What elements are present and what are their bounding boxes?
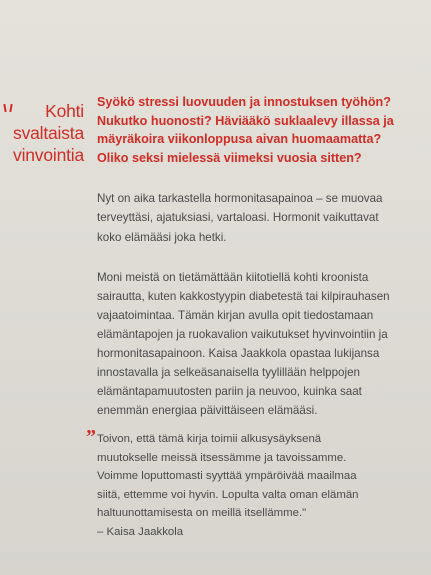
paragraph-line: hormonitasapainoon. Kaisa Jaakkola opastaa lukijansa [97,347,380,361]
quote-line: haltuunottamisesta on meillä itsellämme." [97,507,307,520]
paragraph-line: terveyttäsi, ajatuksiasi, vartaloasi. Hormonit vaikuttavat [97,211,379,225]
blurb-content [97,93,397,420]
quote-mark-icon: ” [86,426,94,448]
side-title [0,100,84,166]
side-title-line: vinvointia [13,145,84,165]
intro-line: Nukutko huonosti? Häviääkö suklaalevy illassa ja [97,113,394,128]
quote-text [97,430,396,542]
intro-line: Syökö stressi luovuuden ja innostuksen työhön? [97,95,391,109]
paragraph-line: Moni meistä on tietämättään kiitotiellä kohti kroonista [97,270,369,284]
paragraph-line: vajaatoimintaa. Tämän kirjan avulla opit tiedostamaan [97,308,374,322]
paragraph-book-description [97,268,397,421]
paragraph-line: sairautta, kuten kakkostyypin diabetestä tai kilpirauhasen [97,289,390,303]
quote-line: muutokselle meissä itsessämme ja tavoissamme. [97,451,347,464]
quote-line: siitä, ettemme voi hyvin. Lopulta valta oman elämän [97,488,359,501]
paragraph-line: elämäntapojen ja ruokavalion vaikutukset hyvinvointiin ja [97,327,388,341]
paragraph-hormone-balance [97,189,397,246]
paragraph-line: enemmän energiaa päivittäiseen elämääsi. [97,404,318,418]
quote-line: Toivon, että tämä kirja toimii alkusysäyksenä [97,433,322,445]
quote-line: Voimme loputtomasti syyttää ympäröivää maailmaa [97,470,357,483]
paragraph-line: Nyt on aika tarkastella hormonitasapainoa – se muovaa [97,192,383,206]
intro-line: Oliko seksi mielessä viimeksi vuosia sitten? [97,150,362,165]
paragraph-line: elämäntapamuutosten pariin ja neuvoo, kuinka saat [97,385,362,399]
intro-questions [97,93,397,167]
paragraph-line: innostavalla ja selkeäsanaisella tyylillään helppojen [97,366,360,380]
paragraph-line: koko elämääsi joka hetki. [97,230,227,244]
side-title-line: Kohti [45,101,84,121]
intro-line: mäyräkoira viikonloppusa aivan huomaamatta? [97,132,382,147]
author-quote [86,426,396,542]
side-title-line: svaltaista [13,123,84,143]
quote-attribution: – Kaisa Jaakkola [97,525,184,538]
